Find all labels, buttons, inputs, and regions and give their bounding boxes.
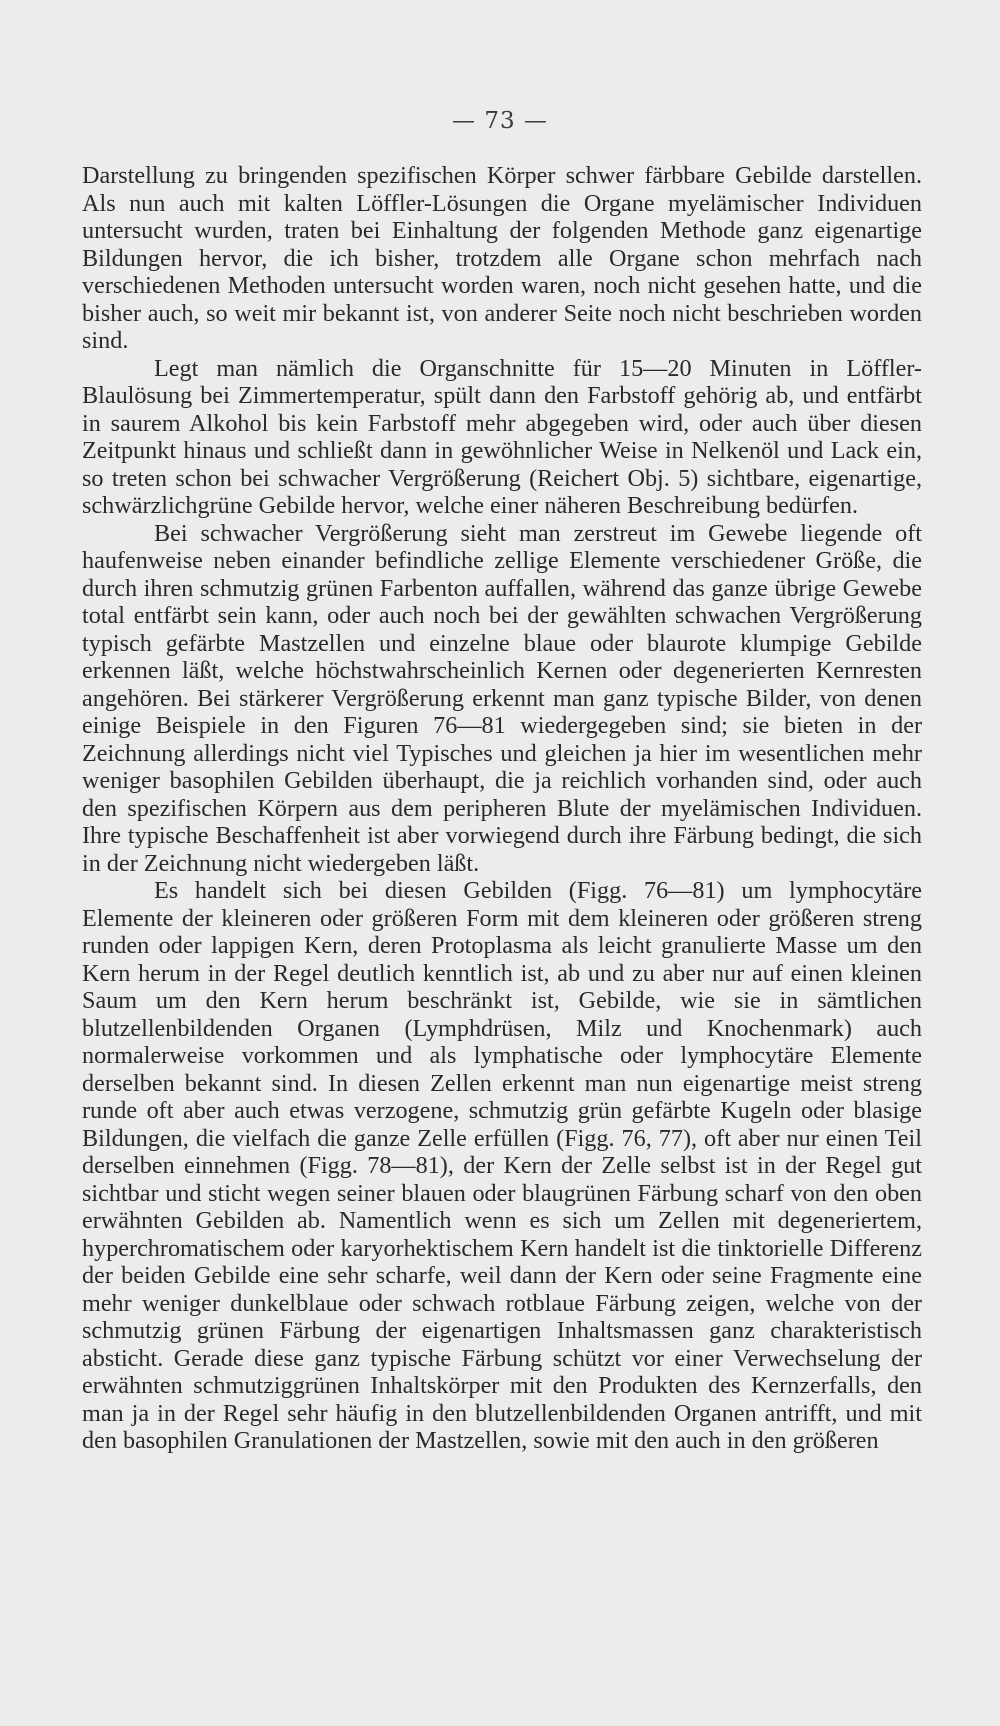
paragraph-2: Legt man nämlich die Organschnitte für 15—20 Minuten in Löffler-Blaulösung bei Zimmertemperatur, spült dann den Farbstoff gehörig ab, und entfärbt in saurem Alkohol bis kein Farbstoff mehr abgegeben wird, oder auch über diesen Zeitpunkt hinaus und schließt dann in gewöhnlicher Weise in Nelkenöl und Lack ein, so treten schon bei schwacher Vergrößerung (Reichert Obj. 5) sichtbare, eigenartige, schwärzlichgrüne Gebilde hervor, welche einer näheren Beschreibung bedürfen.: [82, 354, 922, 519]
page-number: — 73 —: [452, 108, 548, 134]
paragraph-3: Bei schwacher Vergrößerung sieht man zerstreut im Gewebe liegende oft haufenweise neben einander befindliche zellige Elemente verschiedener Größe, die durch ihren schmutzig grünen Farbenton auffallen, während das ganze übrige Gewebe total entfärbt sein kann, oder auch noch bei der gewählten schwachen Vergrößerung typisch gefärbte Mastzellen und einzelne blaue oder blaurote klumpige Gebilde erkennen läßt, welche höchstwahrscheinlich Kernen oder degenerierten Kernresten angehören. Bei stärkerer Vergrößerung erkennt man ganz typische Bilder, von denen einige Beispiele in den Figuren 76—81 wiedergegeben sind; sie bieten in der Zeichnung allerdings nicht viel Typisches und gleichen ja hier im wesentlichen mehr weniger basophilen Gebilden überhaupt, die ja reichlich vorhanden sind, oder auch den spezifischen Körpern aus dem peripheren Blute der myelämischen Individuen. Ihre typische Beschaffenheit ist aber vorwiegend durch ihre Färbung bedingt, die sich in der Zeichnung nicht wiedergeben läßt.: [82, 519, 922, 877]
body-text: [82, 162, 922, 1455]
paragraph-4: Es handelt sich bei diesen Gebilden (Figg. 76—81) um lymphocytäre Elemente der kleineren oder größeren Form mit dem kleineren oder größeren streng runden oder lappigen Kern, deren Protoplasma als leicht granulierte Masse um den Kern herum in der Regel deutlich kenntlich ist, ab und zu aber nur auf einen kleinen Saum um den Kern herum beschränkt ist, Gebilde, wie sie in sämtlichen blutzellenbildenden Organen (Lymphdrüsen, Milz und Knochenmark) auch normalerweise vorkommen und als lymphatische oder lymphocytäre Elemente derselben bekannt sind. In diesen Zellen erkennt man nun eigenartige meist streng runde oft aber auch etwas verzogene, schmutzig grün gefärbte Kugeln oder blasige Bildungen, die vielfach die ganze Zelle erfüllen (Figg. 76, 77), oft aber nur einen Teil derselben einnehmen (Figg. 78—81), der Kern der Zelle selbst ist in der Regel gut sichtbar und sticht wegen seiner blauen oder blaugrünen Färbung scharf von den oben erwähnten Gebilden ab. Namentlich wenn es sich um Zellen mit degeneriertem, hyperchromatischem oder karyorhektischem Kern handelt ist die tinktorielle Differenz der beiden Gebilde eine sehr scharfe, weil dann der Kern oder seine Fragmente eine mehr weniger dunkelblaue oder schwach rotblaue Färbung zeigen, welche von der schmutzig grünen Färbung der eigenartigen Inhaltsmassen ganz charakteristisch absticht. Gerade diese ganz typische Färbung schützt vor einer Verwechselung der erwähnten schmutziggrünen Inhaltskörper mit den Produkten des Kernzerfalls, den man ja in der Regel sehr häufig in den blutzellenbildenden Organen antrifft, und mit den basophilen Granulationen der Mastzellen, sowie mit den auch in den größeren: [82, 877, 922, 1454]
paragraph-1: Darstellung zu bringenden spezifischen Körper schwer färbbare Gebilde darstellen. Als nun auch mit kalten Löffler-Lösungen die Organe myelämischer Individuen untersucht wurden, traten bei Einhaltung der folgenden Methode ganz eigenartige Bildungen hervor, die ich bisher, trotzdem alle Organe schon mehrfach nach verschiedenen Methoden untersucht worden waren, noch nicht gesehen hatte, und die bisher auch, so weit mir bekannt ist, von anderer Seite noch nicht beschrieben worden sind.: [82, 162, 922, 354]
